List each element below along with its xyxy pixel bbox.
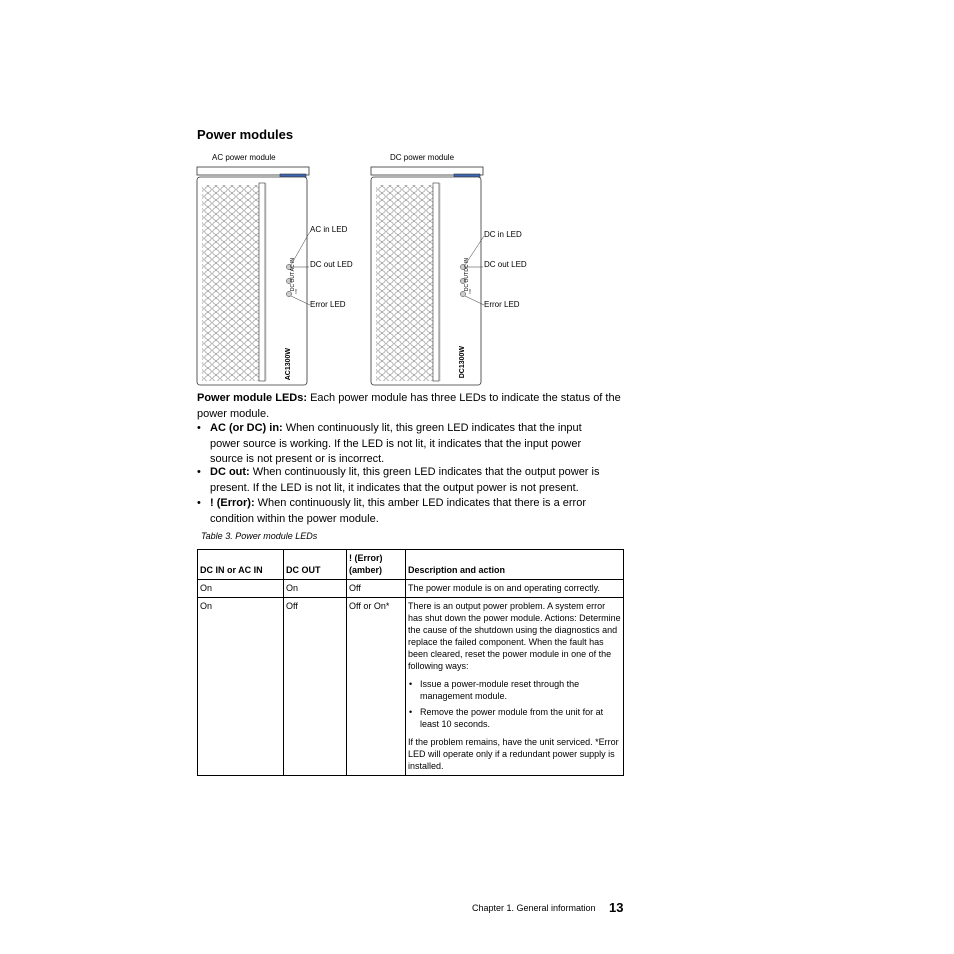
table-cell: On — [198, 598, 284, 776]
description-text: There is an output power problem. A system error has shut down the power module. Actions: Determine the cause of the shutdown using the diagnostics and replace the failed component. When the fault has been cleared, reset the power module in one of the following ways: — [408, 601, 621, 671]
dc-model-label: DC1300W — [459, 346, 466, 379]
column-header: ! (Error) (amber) — [347, 550, 406, 580]
table-cell: On — [284, 580, 347, 598]
action-list — [408, 678, 621, 730]
ac-in-led-label: AC in LED — [310, 225, 348, 234]
table-caption: Table 3. Power module LEDs — [201, 531, 318, 541]
table-header-row — [198, 550, 624, 580]
column-header: Description and action — [406, 550, 624, 580]
bullet-text: When continuously lit, this amber LED indicates that there is a error condition within the power module. — [210, 497, 586, 525]
bullet-marker: • — [197, 466, 201, 478]
bullet-marker: • — [409, 707, 413, 717]
table-cell: Off — [347, 580, 406, 598]
list-item — [197, 421, 627, 469]
bullet-marker: • — [197, 422, 201, 434]
ac-err-mini-label: ! — [295, 289, 297, 296]
bullet-text: When continuously lit, this green LED indicates that the input power source is working. If the LED is not lit, it indicates that the input power source is not present or is incorrect. — [210, 422, 582, 465]
intro-paragraph — [197, 391, 627, 422]
ac-error-led-label: Error LED — [310, 300, 346, 309]
list-item — [408, 706, 621, 730]
intro-text: Each power module has three LEDs to indicate the status of the power module. — [197, 392, 621, 420]
ac-model-label: AC1300W — [285, 348, 292, 381]
action-text: Issue a power-module reset through the management module. — [420, 679, 580, 701]
table-cell: The power module is on and operating correctly. — [406, 580, 624, 598]
action-text: Remove the power module from the unit for at least 10 seconds. — [420, 707, 604, 729]
ac-dc-out-led-label: DC out LED — [310, 260, 353, 269]
bullet-text: When continuously lit, this green LED indicates that the output power is present. If the LED is not lit, it indicates that the output power is not present. — [210, 466, 600, 494]
dc-power-module-illustration — [370, 165, 540, 387]
dc-in-mini-label: DC IN — [464, 258, 470, 272]
list-item — [197, 465, 627, 497]
bullet-bold: ! (Error): — [210, 497, 255, 509]
intro-bold: Power module LEDs: — [197, 392, 308, 404]
section-title: Power modules — [197, 127, 294, 142]
table-row — [198, 580, 624, 598]
table-row — [198, 598, 624, 776]
bullet-marker: • — [197, 497, 201, 509]
table-cell: On — [198, 580, 284, 598]
bullet-bold: AC (or DC) in: — [210, 422, 283, 434]
list-item — [197, 496, 627, 528]
ac-in-mini-label: AC IN — [290, 258, 296, 272]
dc-in-led-label: DC in LED — [484, 230, 522, 239]
dc-err-mini-label: ! — [469, 289, 471, 296]
dc-dc-out-led-label: DC out LED — [484, 260, 527, 269]
ac-power-module-illustration — [196, 165, 366, 387]
table-cell: Off — [284, 598, 347, 776]
footer-chapter: Chapter 1. General information — [472, 903, 596, 913]
table-cell-description — [406, 598, 624, 776]
dc-error-led-label: Error LED — [484, 300, 520, 309]
note-text: If the problem remains, have the unit serviced. *Error LED will operate only if a redundant power supply is installed. — [408, 737, 619, 771]
ac-module-title: AC power module — [212, 153, 276, 162]
bullet-bold: DC out: — [210, 466, 250, 478]
bullet-marker: • — [409, 679, 413, 689]
page-number: 13 — [609, 900, 624, 915]
ac-out-mini-label: DC OUT — [290, 272, 296, 292]
dc-module-title: DC power module — [390, 153, 455, 162]
column-header: DC IN or AC IN — [198, 550, 284, 580]
dc-out-mini-label: DC OUT — [464, 272, 470, 292]
table-cell: Off or On* — [347, 598, 406, 776]
power-module-leds-table — [197, 549, 624, 776]
list-item — [408, 678, 621, 702]
column-header: DC OUT — [284, 550, 347, 580]
